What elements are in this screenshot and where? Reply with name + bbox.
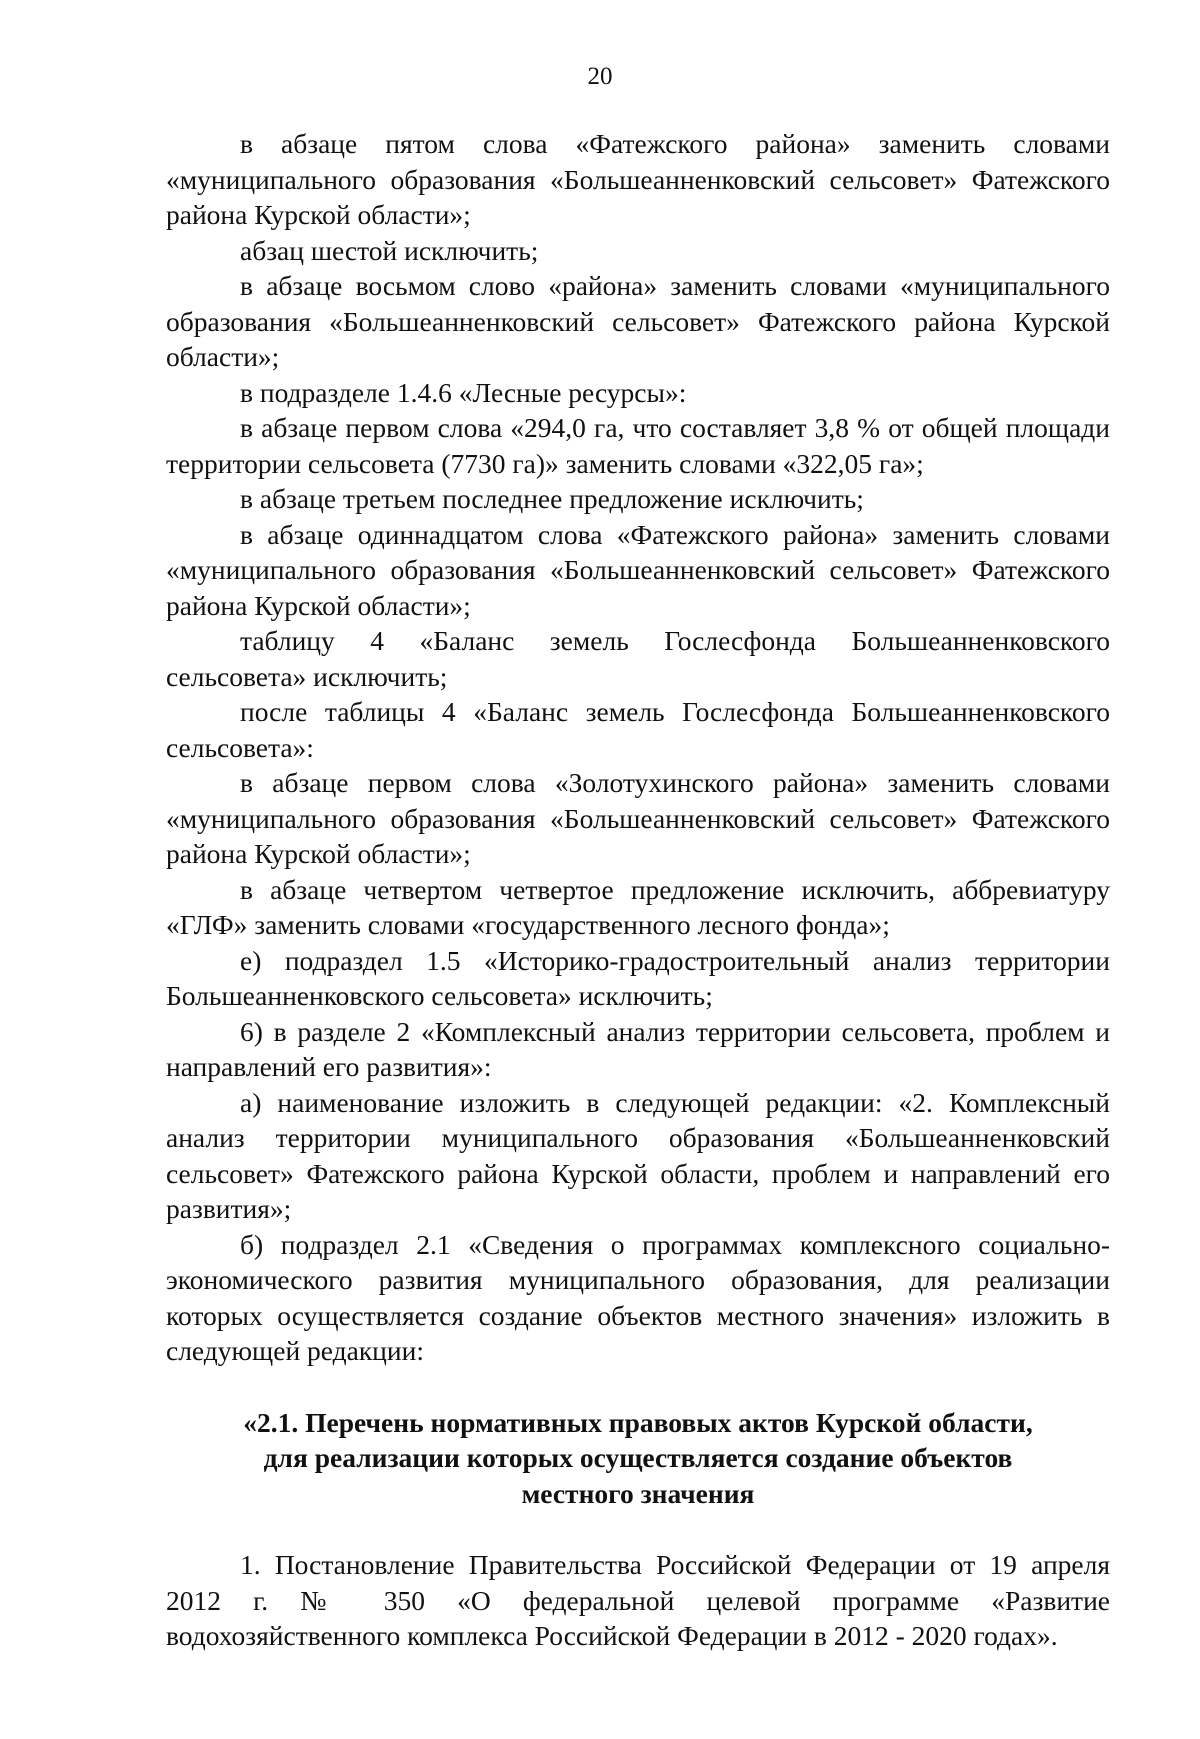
paragraph: в абзаце первом слова «Золотухинского района» заменить словами «муниципального образования «Большеанненковский сельсовет» Фатежского района Курской области»; — [166, 767, 1110, 869]
paragraph: в абзаце одиннадцатом слова «Фатежского района» заменить словами «муниципального образования «Большеанненковский сельсовет» Фатежского района Курской области»; — [166, 518, 1110, 621]
document-body — [166, 126, 1110, 1654]
paragraph: в абзаце пятом слова «Фатежского района» заменить словами «муниципального образования «Большеанненковский сельсовет» Фатежского района Курской области»; — [166, 128, 1110, 230]
section-heading-line: для реализации которых осуществляется создание объектов — [263, 1442, 1013, 1473]
paragraph: в абзаце первом слова «294,0 га, что составляет 3,8 % от общей площади территории сельсовета (7730 га)» заменить словами «322,05 га»; — [166, 412, 1110, 479]
paragraph: в абзаце третьем последнее предложение исключить; — [240, 483, 864, 514]
section-heading-line: местного значения — [521, 1477, 755, 1509]
paragraph: а) наименование изложить в следующей редакции: «2. Комплексный анализ территории муниципального образования «Большеанненковский сельсовет» Фатежского района Курской области, проблем и направлений его развития»; — [166, 1086, 1110, 1224]
paragraph: в подразделе 1.4.6 «Лесные ресурсы»: — [240, 376, 687, 408]
paragraph: таблицу 4 «Баланс земель Гослесфонда Большеанненковского сельсовета» исключить; — [166, 625, 1110, 692]
paragraph: б) подраздел 2.1 «Сведения о программах комплексного социально-экономического развития муниципального образования, для реализации которых осуществляется создание объектов местного значения» изложить в следующей редакции: — [166, 1228, 1110, 1366]
paragraph: в абзаце восьмом слово «района» заменить словами «муниципального образования «Большеанненковский сельсовет» Фатежского района Курской области»; — [166, 270, 1110, 372]
page-number: 20 — [587, 63, 613, 90]
list-item: 1. Постановление Правительства Российской Федерации от 19 апреля 2012 г. № 350 «О федеральной целевой программе «Развитие водохозяйственного комплекса Российской Федерации в 2012 - 2020 годах». — [166, 1549, 1110, 1651]
paragraph: в абзаце четвертом четвертое предложение исключить, аббревиатуру «ГЛФ» заменить словами «государственного лесного фонда»; — [166, 873, 1110, 940]
section-heading-line: «2.1. Перечень нормативных правовых актов Курской области, — [243, 1406, 1033, 1438]
paragraph: е) подраздел 1.5 «Историко-градостроительный анализ территории Большеанненковского сельсовета» исключить; — [166, 944, 1110, 1011]
paragraph: абзац шестой исключить; — [240, 234, 539, 266]
paragraph: 6) в разделе 2 «Комплексный анализ территории сельсовета, проблем и направлений его развития»: — [166, 1015, 1110, 1082]
section-heading — [166, 1405, 1110, 1512]
paragraph: после таблицы 4 «Баланс земель Гослесфонда Большеанненковского сельсовета»: — [166, 696, 1110, 763]
